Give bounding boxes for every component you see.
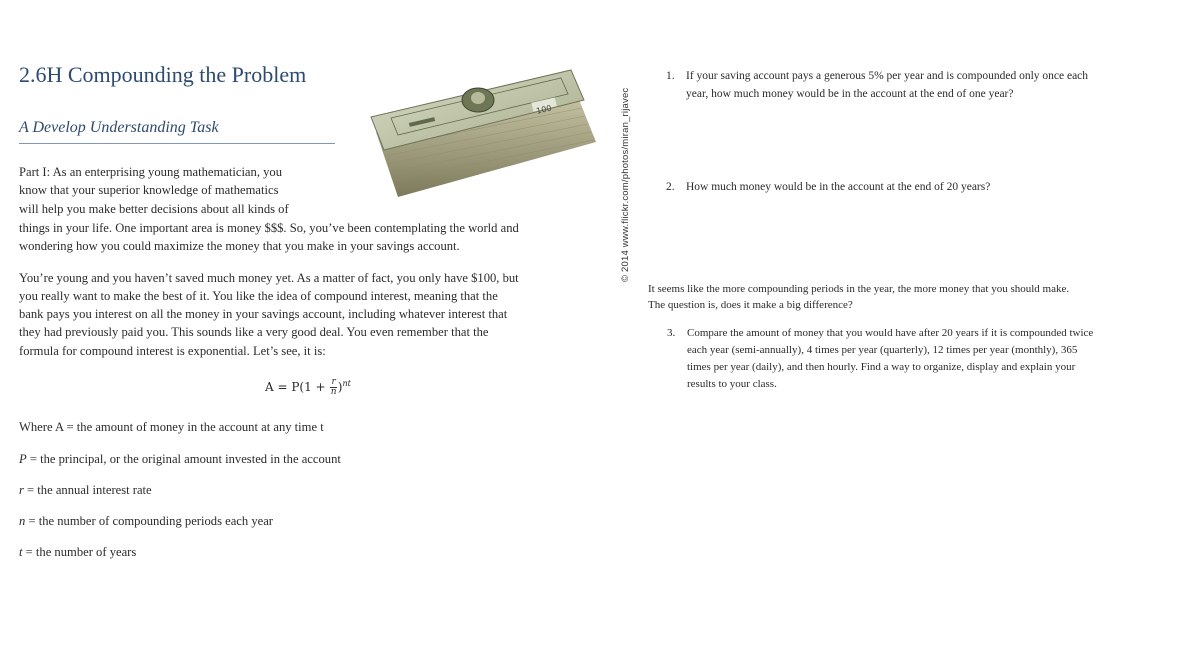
compound-interest-formula (265, 378, 351, 397)
question-3-line-2: each year (semi-annually), 4 times per year (quarterly), 12 times per year (monthly), 365 (687, 344, 1078, 356)
question-1-line-2: year, how much money would be in the account at the end of one year? (686, 88, 1014, 100)
para2-line: you really want to make the best of it. You like the idea of compound interest, meaning that the (19, 289, 498, 303)
photo-credit: © 2014 www.flickr.com/photos/miran_rijavec (620, 87, 631, 282)
definition-A: Where A = the amount of money in the account at any time t (19, 420, 324, 434)
question-3-line-4: results to your class. (687, 378, 777, 390)
part1-line-1: Part I: As an enterprising young mathematician, you (19, 165, 283, 179)
question-3-line-3: times per year (daily), and then hourly. Find a way to organize, display and explain your (687, 361, 1076, 373)
interlude-line-2: The question is, does it make a big difference? (648, 299, 853, 311)
definition-r: r = the annual interest rate (19, 483, 152, 497)
title-divider (19, 143, 335, 144)
question-2-line-1: How much money would be in the account at the end of 20 years? (686, 181, 991, 193)
formula-lhs: A = P(1 + (265, 380, 330, 394)
part1-line-4: things in your life. One important area is money $$$. So, you’ve been contemplating the world and (19, 221, 519, 235)
para2-line: bank pays you interest on all the money in your savings account, including whatever interest that (19, 307, 508, 321)
formula-close-paren: ) (337, 380, 343, 394)
formula-numerator: r (331, 377, 336, 387)
page-title: 2.6H Compounding the Problem (19, 62, 307, 87)
interlude-line-1: It seems like the more compounding periods in the year, the more money that you should make. (648, 283, 1070, 295)
para2-line: You’re young and you haven’t saved much money yet. As a matter of fact, you only have $100, but (19, 271, 519, 285)
formula-fraction (330, 378, 336, 397)
question-2-number: 2. (666, 181, 675, 193)
part1-line-5: wondering how you could maximize the money that you make in your savings account. (19, 239, 460, 253)
svg-text:100: 100 (535, 103, 553, 116)
para2-line: they had previously paid you. This sounds like a very good deal. You even remember that the (19, 325, 489, 339)
question-3-number: 3. (667, 327, 676, 339)
definition-n: n = the number of compounding periods each year (19, 514, 274, 528)
part1-line-2: know that your superior knowledge of mathematics (19, 183, 279, 197)
page-subtitle: A Develop Understanding Task (19, 119, 219, 136)
formula-denominator: n (330, 387, 337, 397)
question-1-line-1: If your saving account pays a generous 5% per year and is compounded only once each (686, 70, 1089, 82)
definition-P: P = the principal, or the original amount invested in the account (19, 452, 341, 466)
definition-t: t = the number of years (19, 545, 137, 559)
question-1-number: 1. (666, 70, 675, 82)
money-stack-image (346, 62, 598, 204)
question-3-line-1: Compare the amount of money that you would have after 20 years if it is compounded twice (687, 327, 1094, 339)
formula-exponent: nt (342, 379, 351, 388)
para2-line: formula for compound interest is exponential. Let’s see, it is: (19, 344, 326, 358)
part1-line-3: will help you make better decisions about all kinds of (19, 202, 289, 216)
